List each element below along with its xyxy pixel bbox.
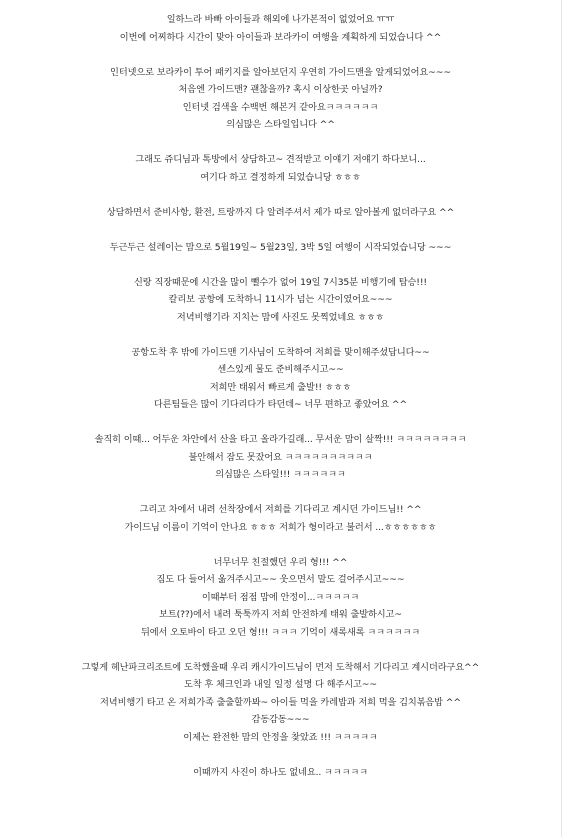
text-line: 그렇게 헤난파크리조트에 도착했을때 우리 캐시가이드님이 먼저 도착해서 기다리고 계시더라구요^^: [81, 661, 480, 673]
text-line: 칼리보 공항에 도착하니 11시가 넘는 시간이였어요~~~: [168, 294, 393, 305]
text-line: 뒤에서 오토바이 타고 오던 형!!! ㅋㅋㅋ 기억이 새록새록 ㅋㅋㅋㅋㅋㅋ: [140, 626, 421, 638]
paragraph-gap: [0, 46, 561, 64]
text-line: 인터넷 검색을 수백번 해본거 같아요ㅋㅋㅋㅋㅋㅋ: [182, 101, 379, 113]
text-line: 그래도 쥬디님과 톡방에서 상담하고~ 견적받고 이얘기 저얘기 하다보니...: [135, 154, 426, 165]
text-line: 이때까지 사진이 하나도 없네요.. ㅋㅋㅋㅋㅋ: [193, 766, 368, 778]
text-line: 두근두근 설레이는 맘으로 5월19일~ 5월23일, 3박 5일 여행이 시작되었습니당 ~~~: [109, 241, 452, 253]
text-line: 의심많은 스타일!!! ㅋㅋㅋㅋㅋㅋ: [215, 469, 346, 480]
paragraph: [0, 151, 561, 186]
text-line: 신랑 직장때문에 시간을 많이 뺄수가 없어 19일 7시35분 비행기에 탑승!!!: [133, 276, 427, 288]
paragraph: [0, 764, 561, 782]
paragraph: [0, 554, 561, 642]
paragraph-gap: [0, 484, 561, 502]
paragraph: [0, 11, 561, 46]
paragraph: [0, 64, 561, 134]
paragraph-gap: [0, 326, 561, 344]
text-line: 불안해서 잠도 못잤어요 ㅋㅋㅋㅋㅋㅋㅋㅋㅋㅋ: [188, 451, 373, 463]
paragraph: [0, 204, 561, 222]
text-line: 일하느라 바빠 아이들과 해외에 나가본적이 없었어요 ㅠㅠ: [166, 14, 395, 25]
text-line: 다른팀들은 많이 기다리다가 타던데~ 너무 편하고 좋았어요 ^^: [153, 399, 408, 410]
paragraph-gap: [0, 134, 561, 152]
paragraph: [0, 501, 561, 536]
text-line: 솔직히 이때... 어두운 차안에서 산을 타고 올라가길래... 무서운 맘이 살짝!!! ㅋㅋㅋㅋㅋㅋㅋㅋ: [94, 434, 467, 445]
paragraph-gap: [0, 221, 561, 239]
paragraph: [0, 344, 561, 414]
paragraph-gap: [0, 536, 561, 554]
text-line: 보트(??)에서 내려 툭툭까지 저희 안전하게 태워 출발하시고~: [159, 609, 402, 620]
text-line: 이번에 어찌하다 시간이 맞아 아이들과 보라카이 여행을 계획하게 되었습니다 ^^: [119, 31, 442, 43]
text-line: 공항도착 후 밖에 가이드맨 기사님이 도착하여 저희를 맞이해주셨답니다~~: [131, 346, 430, 358]
text-line: 짐도 다 들어서 옮겨주시고~~ 웃으면서 말도 걸어주시고~~~: [156, 574, 405, 585]
text-line: 저희만 태워서 빠르게 출발!! ㅎㅎㅎ: [209, 381, 352, 393]
paragraph-gap: [0, 256, 561, 274]
paragraph: [0, 239, 561, 257]
text-line: 가이드님 이름이 기억이 안나요 ㅎㅎㅎ 저희가 형이라고 불러서 ...ㅎㅎㅎㅎㅎㅎ: [124, 521, 437, 533]
paragraph-gap: [0, 746, 561, 764]
text-line: 인터넷으로 보라카이 투어 패키지를 알아보던지 우연히 가이드맨을 알게되었어요~~~: [110, 66, 451, 78]
text-line: 너무너무 친절했던 우리 형!!! ^^: [213, 556, 348, 568]
text-line: 의심많은 스타일입니다 ^^: [226, 119, 335, 130]
text-line: 이제는 완전한 맘의 안정을 찾았죠 !!! ㅋㅋㅋㅋㅋ: [183, 731, 378, 743]
paragraph: [0, 274, 561, 327]
text-line: 센스있게 물도 준비해주시고~~: [217, 364, 344, 375]
text-line: 그리고 차에서 내려 선착장에서 저희를 기다리고 계시던 가이드님!! ^^: [139, 504, 422, 515]
text-line: 도착 후 체크인과 내일 일정 설명 다 해주시고~~: [184, 679, 377, 690]
paragraph: [0, 659, 561, 747]
text-line: 상담하면서 준비사항, 환전, 트랑까지 다 알려주셔서 제가 따로 알아볼게 없더라구요 ^^: [106, 206, 455, 218]
text-line: 여기다 하고 결정하게 되었습니당 ㅎㅎㅎ: [200, 171, 361, 183]
paragraph-gap: [0, 641, 561, 659]
paragraph-gap: [0, 186, 561, 204]
text-line: 저녁비행기 타고 온 저희가족 출출할까봐~ 아이들 먹을 카레밥과 저희 먹을 김치볶음밥 ^^: [100, 696, 461, 708]
text-line: 감동감동~~~: [251, 714, 310, 725]
paragraph-gap: [0, 414, 561, 432]
text-line: 이때부터 점점 맘에 안정이...ㅋㅋㅋㅋㅋ: [201, 591, 360, 603]
paragraph: [0, 431, 561, 484]
text-line: 처음엔 가이드맨? 괜찮을까? 혹시 이상한곳 아닐까?: [178, 84, 383, 95]
text-line: 저녁비행기라 지치는 맘에 사진도 못찍었네요 ㅎㅎㅎ: [176, 311, 385, 323]
